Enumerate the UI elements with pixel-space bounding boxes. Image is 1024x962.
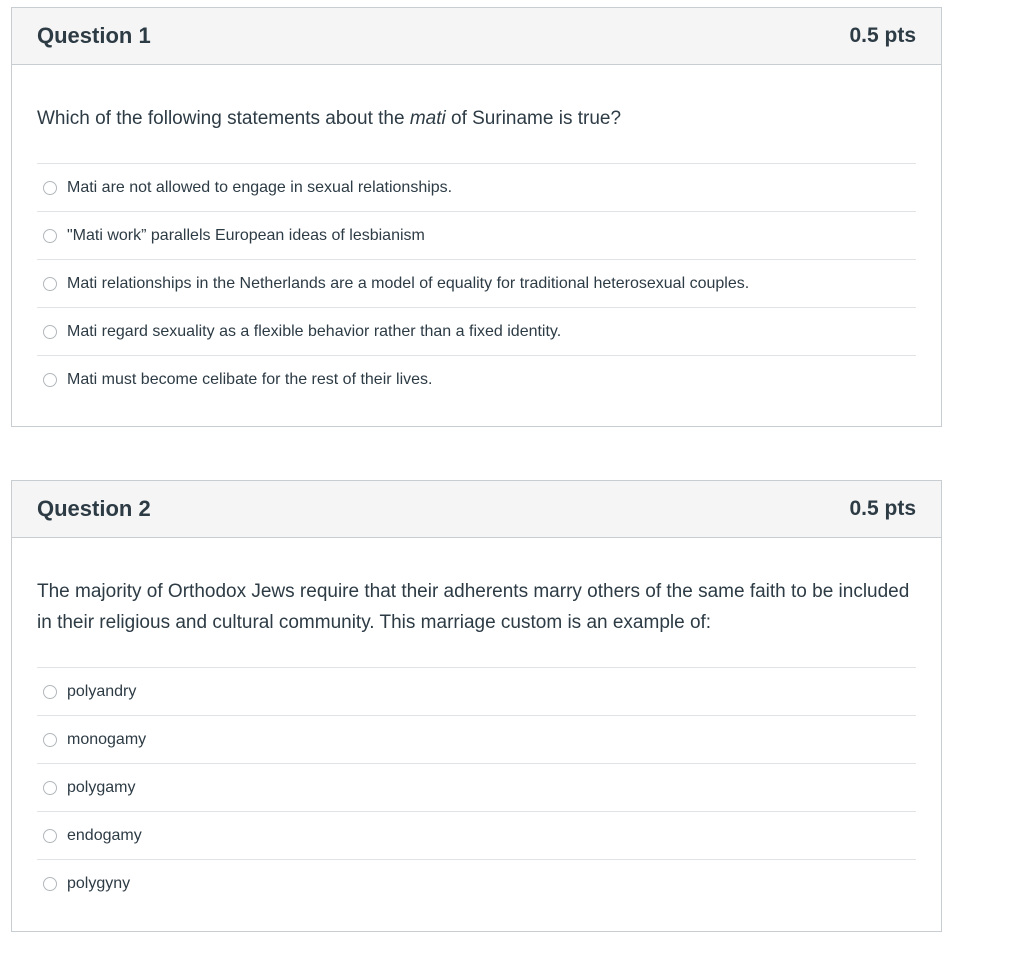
question-body	[12, 538, 941, 907]
answer-option[interactable]	[37, 716, 916, 764]
question-body	[12, 65, 941, 403]
prompt-emphasis: mati	[409, 108, 446, 129]
radio-button[interactable]	[43, 685, 57, 699]
question-prompt: The majority of Orthodox Jews require that their adherents marry others of the same faith to be included in their religious and cultural community. This marriage custom is an example of:	[37, 581, 910, 633]
radio-button[interactable]	[43, 229, 57, 243]
answer-option[interactable]	[37, 212, 916, 260]
answer-label[interactable]: endogamy	[67, 826, 142, 844]
answer-label[interactable]: Mati relationships in the Netherlands are a model of equality for traditional heterosexual couples.	[67, 274, 750, 292]
answer-label[interactable]: "Mati work” parallels European ideas of lesbianism	[67, 226, 425, 244]
radio-button[interactable]	[43, 277, 57, 291]
answer-option[interactable]	[37, 164, 916, 212]
radio-button[interactable]	[43, 181, 57, 195]
radio-button[interactable]	[43, 325, 57, 339]
question-card-2	[11, 480, 942, 932]
prompt-text-after: of Suriname is true?	[445, 108, 622, 129]
answer-option[interactable]	[37, 668, 916, 716]
answer-label[interactable]: polygyny	[67, 874, 131, 892]
answer-label[interactable]: Mati must become celibate for the rest of their lives.	[67, 370, 433, 388]
answer-list	[37, 163, 916, 403]
answer-option[interactable]	[37, 860, 916, 907]
radio-button[interactable]	[43, 829, 57, 843]
question-header	[12, 481, 941, 538]
radio-button[interactable]	[43, 733, 57, 747]
answer-option[interactable]	[37, 308, 916, 356]
prompt-text-before: Which of the following statements about the	[37, 108, 410, 129]
answer-label[interactable]: Mati regard sexuality as a flexible behavior rather than a fixed identity.	[67, 322, 562, 340]
answer-label[interactable]: polyandry	[67, 682, 137, 700]
answer-option[interactable]	[37, 356, 916, 403]
answer-option[interactable]	[37, 764, 916, 812]
answer-list	[37, 667, 916, 907]
question-title: Question 1	[37, 23, 151, 48]
question-title: Question 2	[37, 496, 151, 521]
question-header	[12, 8, 941, 65]
question-points: 0.5 pts	[849, 24, 916, 47]
radio-button[interactable]	[43, 373, 57, 387]
answer-label[interactable]: Mati are not allowed to engage in sexual relationships.	[67, 178, 453, 196]
question-card-1	[11, 7, 942, 427]
radio-button[interactable]	[43, 877, 57, 891]
answer-option[interactable]	[37, 260, 916, 308]
answer-option[interactable]	[37, 812, 916, 860]
answer-label[interactable]: monogamy	[67, 730, 147, 748]
question-points: 0.5 pts	[849, 497, 916, 520]
answer-label[interactable]: polygamy	[67, 778, 136, 796]
radio-button[interactable]	[43, 781, 57, 795]
question-prompt	[37, 65, 916, 163]
